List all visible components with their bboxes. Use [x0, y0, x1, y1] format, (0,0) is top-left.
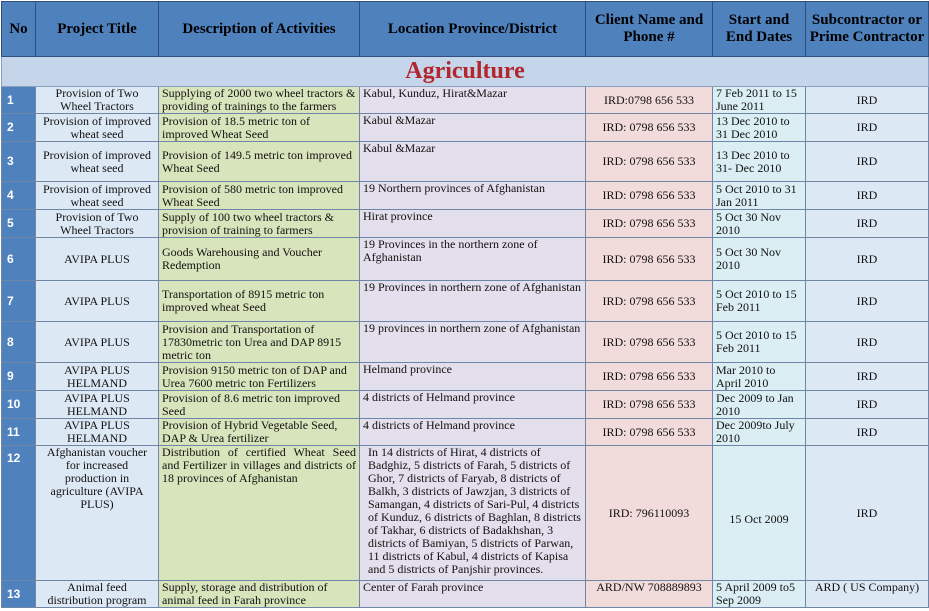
header-dates: Start and End Dates — [713, 2, 806, 57]
header-location: Location Province/District — [360, 2, 586, 57]
header-description: Description of Activities — [159, 2, 360, 57]
row-number: 9 — [2, 363, 36, 391]
client-cell: IRD: 0798 656 533 — [586, 363, 713, 391]
client-cell: IRD: 0798 656 533 — [586, 238, 713, 281]
dates-cell: 5 Oct 2010 to 31 Jan 2011 — [713, 182, 806, 210]
client-cell: ARD/NW 708889893 — [586, 581, 713, 608]
location-cell: 4 districts of Helmand province — [360, 391, 586, 419]
dates-cell: 7 Feb 2011 to 15 June 2011 — [713, 87, 806, 114]
dates-cell: 13 Dec 2010 to 31 Dec 2010 — [713, 114, 806, 142]
client-cell: IRD: 0798 656 533 — [586, 142, 713, 182]
dates-cell: 15 Oct 2009 — [713, 446, 806, 581]
location-cell: 19 Northern provinces of Afghanistan — [360, 182, 586, 210]
description-cell: Distribution of certified Wheat Seed and Fertilizer in villages and districts of 18 provinces of Afghanistan — [159, 446, 360, 581]
client-cell: IRD:0798 656 533 — [586, 87, 713, 114]
subcontractor-cell: IRD — [806, 419, 929, 446]
row-number: 8 — [2, 322, 36, 363]
subcontractor-cell: IRD — [806, 391, 929, 419]
project-title-cell: Provision of improved wheat seed — [36, 142, 159, 182]
table-row — [2, 322, 929, 363]
project-title-cell: Afghanistan voucher for increased production in agriculture (AVIPA PLUS) — [36, 446, 159, 581]
location-cell: 19 Provinces in the northern zone of Afghanistan — [360, 238, 586, 281]
location-cell: Center of Farah province — [360, 581, 586, 608]
description-cell: Transportation of 8915 metric ton improved wheat Seed — [159, 281, 360, 322]
project-title-cell: AVIPA PLUS — [36, 322, 159, 363]
location-cell: Kabul &Mazar — [360, 114, 586, 142]
description-cell: Provision of 580 metric ton improved Wheat Seed — [159, 182, 360, 210]
table-row — [2, 281, 929, 322]
row-number: 1 — [2, 87, 36, 114]
projects-table — [1, 1, 929, 608]
subcontractor-cell: IRD — [806, 322, 929, 363]
project-title-cell: AVIPA PLUS HELMAND — [36, 419, 159, 446]
location-cell: 19 Provinces in northern zone of Afghanistan — [360, 281, 586, 322]
description-cell: Supply, storage and distribution of animal feed in Farah province — [159, 581, 360, 608]
table-row — [2, 446, 929, 581]
project-title-cell: Provision of Two Wheel Tractors — [36, 87, 159, 114]
location-cell: Kabul &Mazar — [360, 142, 586, 182]
header-row — [2, 2, 929, 57]
dates-cell: Mar 2010 to April 2010 — [713, 363, 806, 391]
project-title-cell: Animal feed distribution program — [36, 581, 159, 608]
location-cell: Helmand province — [360, 363, 586, 391]
subcontractor-cell: IRD — [806, 182, 929, 210]
table-row — [2, 238, 929, 281]
dates-cell: 5 Oct 2010 to 15 Feb 2011 — [713, 322, 806, 363]
client-cell: IRD: 0798 656 533 — [586, 114, 713, 142]
row-number: 13 — [2, 581, 36, 608]
project-title-cell: Provision of improved wheat seed — [36, 114, 159, 142]
client-cell: IRD: 0798 656 533 — [586, 210, 713, 238]
project-title-cell: AVIPA PLUS — [36, 281, 159, 322]
table-row — [2, 182, 929, 210]
row-number: 11 — [2, 419, 36, 446]
row-number: 2 — [2, 114, 36, 142]
table-row — [2, 142, 929, 182]
project-title-cell: AVIPA PLUS HELMAND — [36, 363, 159, 391]
description-cell: Supply of 100 two wheel tractors & provision of training to farmers — [159, 210, 360, 238]
project-title-cell: Provision of Two Wheel Tractors — [36, 210, 159, 238]
dates-cell: 5 Oct 30 Nov 2010 — [713, 238, 806, 281]
row-number: 6 — [2, 238, 36, 281]
header-client: Client Name and Phone # — [586, 2, 713, 57]
description-cell: Provision 9150 metric ton of DAP and Urea 7600 metric ton Fertilizers — [159, 363, 360, 391]
dates-cell: 5 Oct 2010 to 15 Feb 2011 — [713, 281, 806, 322]
subcontractor-cell: IRD — [806, 142, 929, 182]
client-cell: IRD: 0798 656 533 — [586, 391, 713, 419]
table-row — [2, 87, 929, 114]
description-cell: Provision of 149.5 metric ton improved Wheat Seed — [159, 142, 360, 182]
dates-cell: 13 Dec 2010 to 31- Dec 2010 — [713, 142, 806, 182]
table-row — [2, 419, 929, 446]
subcontractor-cell: IRD — [806, 210, 929, 238]
dates-cell: 5 April 2009 to5 Sep 2009 — [713, 581, 806, 608]
header-project-title: Project Title — [36, 2, 159, 57]
subcontractor-cell: IRD — [806, 238, 929, 281]
section-title: Agriculture — [2, 57, 929, 87]
project-title-cell: AVIPA PLUS — [36, 238, 159, 281]
row-number: 12 — [2, 446, 36, 581]
dates-cell: Dec 2009 to Jan 2010 — [713, 391, 806, 419]
location-cell: Kabul, Kunduz, Hirat&Mazar — [360, 87, 586, 114]
row-number: 3 — [2, 142, 36, 182]
description-cell: Provision of Hybrid Vegetable Seed, DAP & Urea fertilizer — [159, 419, 360, 446]
location-cell: 4 districts of Helmand province — [360, 419, 586, 446]
project-title-cell: AVIPA PLUS HELMAND — [36, 391, 159, 419]
location-cell: In 14 districts of Hirat, 4 districts of Badghiz, 5 districts of Farah, 5 districts of Ghor, 7 districts of Faryab, 8 districts of Balkh, 3 districts of Jawzjan, 3 districts of Samangan, 4 districts of Sari-Pul, 4 districts of Kunduz, 6 districts of Baghlan, 8 districts of Takhar, 6 districts of Badakhshan, 3 districts of Bamiyan, 5 districts of Parwan, 11 districts of Kabul, 4 districts of Kapisa and 5 districts of Panjshir provinces. — [360, 446, 586, 581]
subcontractor-cell: IRD — [806, 363, 929, 391]
row-number: 7 — [2, 281, 36, 322]
table-row — [2, 391, 929, 419]
header-no: No — [2, 2, 36, 57]
subcontractor-cell: ARD ( US Company) — [806, 581, 929, 608]
dates-cell: 5 Oct 30 Nov 2010 — [713, 210, 806, 238]
table-row — [2, 363, 929, 391]
description-cell: Provision of 8.6 metric ton improved Seed — [159, 391, 360, 419]
row-number: 10 — [2, 391, 36, 419]
row-number: 4 — [2, 182, 36, 210]
section-row — [2, 57, 929, 87]
subcontractor-cell: IRD — [806, 87, 929, 114]
row-number: 5 — [2, 210, 36, 238]
client-cell: IRD: 0798 656 533 — [586, 419, 713, 446]
project-title-cell: Provision of improved wheat seed — [36, 182, 159, 210]
table-row — [2, 114, 929, 142]
client-cell: IRD: 0798 656 533 — [586, 182, 713, 210]
description-cell: Goods Warehousing and Voucher Redemption — [159, 238, 360, 281]
description-cell: Provision and Transportation of 17830metric ton Urea and DAP 8915 metric ton — [159, 322, 360, 363]
header-subcontractor: Subcontractor or Prime Contractor — [806, 2, 929, 57]
client-cell: IRD: 0798 656 533 — [586, 281, 713, 322]
dates-cell: Dec 2009to July 2010 — [713, 419, 806, 446]
subcontractor-cell: IRD — [806, 114, 929, 142]
client-cell: IRD: 0798 656 533 — [586, 322, 713, 363]
subcontractor-cell: IRD — [806, 281, 929, 322]
description-cell: Provision of 18.5 metric ton of improved Wheat Seed — [159, 114, 360, 142]
description-cell: Supplying of 2000 two wheel tractors & providing of trainings to the farmers — [159, 87, 360, 114]
table-row — [2, 581, 929, 608]
location-cell: Hirat province — [360, 210, 586, 238]
location-cell: 19 provinces in northern zone of Afghanistan — [360, 322, 586, 363]
client-cell: IRD: 796110093 — [586, 446, 713, 581]
table-row — [2, 210, 929, 238]
subcontractor-cell: IRD — [806, 446, 929, 581]
